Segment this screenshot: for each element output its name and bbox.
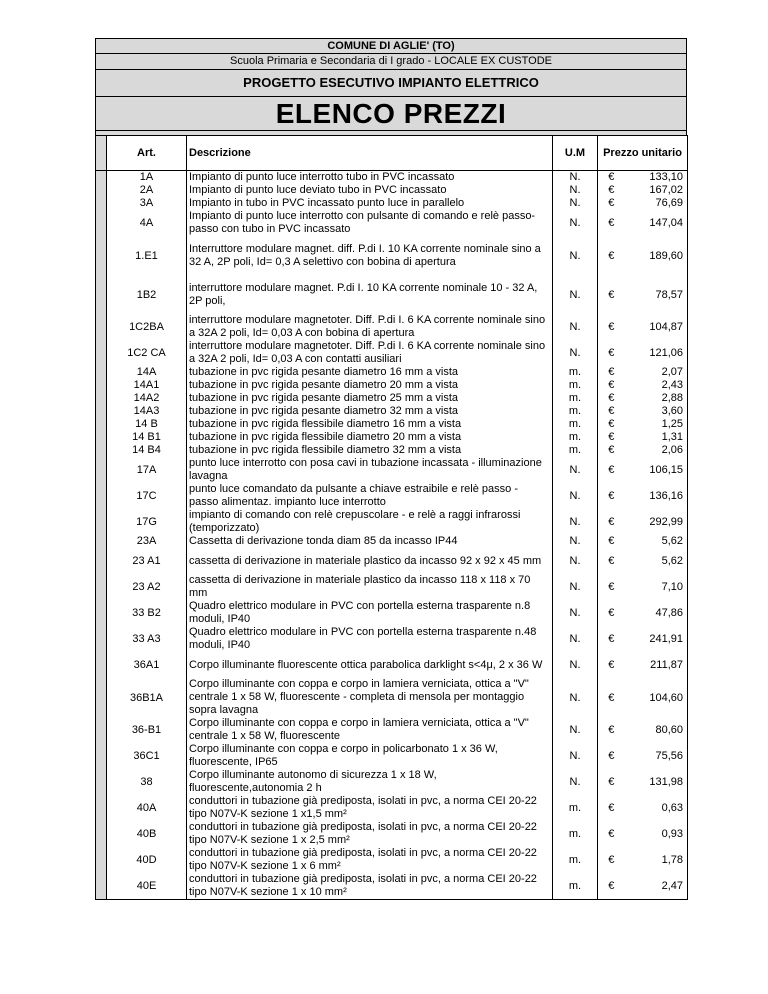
unit-price: 104,60: [625, 678, 688, 717]
description: interruttore modulare magnetoter. Diff. P.di I. 6 KA corrente nominale sino a 32A 2 poli, Id= 0,03 A con contatti ausiliari: [187, 340, 553, 366]
currency-symbol: €: [598, 197, 625, 210]
table-row: [96, 171, 688, 185]
article-code: 14A1: [107, 379, 187, 392]
table-row: [96, 535, 688, 548]
unit-price: 104,87: [625, 314, 688, 340]
price-table: [95, 135, 688, 900]
description: Impianto di punto luce deviato tubo in PVC incassato: [187, 184, 553, 197]
table-row: [96, 678, 688, 717]
unit-price: 2,06: [625, 444, 688, 457]
table-row: [96, 366, 688, 379]
row-margin: [96, 600, 107, 626]
unit-price: 1,78: [625, 847, 688, 873]
table-row: [96, 873, 688, 900]
unit-price: 167,02: [625, 184, 688, 197]
currency-symbol: €: [598, 535, 625, 548]
article-code: 14 B4: [107, 444, 187, 457]
currency-symbol: €: [598, 379, 625, 392]
article-code: 40A: [107, 795, 187, 821]
currency-symbol: €: [598, 548, 625, 574]
currency-symbol: €: [598, 600, 625, 626]
table-row: [96, 548, 688, 574]
unit-price: 80,60: [625, 717, 688, 743]
description: Interruttore modulare magnet. diff. P.di I. 10 KA corrente nominale sino a 32 A, 2P poli, Id= 0,3 A selettivo con bobina di apertura: [187, 236, 553, 275]
unit-of-measure: N.: [553, 652, 598, 678]
row-margin: [96, 340, 107, 366]
unit-price: 131,98: [625, 769, 688, 795]
article-code: 1C2 CA: [107, 340, 187, 366]
table-row: [96, 431, 688, 444]
table-row: [96, 275, 688, 314]
table-row: [96, 652, 688, 678]
page-title: ELENCO PREZZI: [96, 97, 686, 131]
currency-symbol: €: [598, 743, 625, 769]
row-margin: [96, 136, 107, 171]
table-row: [96, 405, 688, 418]
description: conduttori in tubazione già prediposta, isolati in pvc, a norma CEI 20-22 tipo N07V-K sezione 1 x 6 mm²: [187, 847, 553, 873]
unit-price: 0,93: [625, 821, 688, 847]
table-row: [96, 626, 688, 652]
table-row: [96, 210, 688, 236]
description: conduttori in tubazione già prediposta, isolati in pvc, a norma CEI 20-22 tipo N07V-K sezione 1 x 2,5 mm²: [187, 821, 553, 847]
unit-price: 2,47: [625, 873, 688, 900]
article-code: 23A: [107, 535, 187, 548]
description: Cassetta di derivazione tonda diam 85 da incasso IP44: [187, 535, 553, 548]
unit-of-measure: N.: [553, 457, 598, 483]
currency-symbol: €: [598, 314, 625, 340]
currency-symbol: €: [598, 236, 625, 275]
unit-price: 147,04: [625, 210, 688, 236]
table-row: [96, 483, 688, 509]
currency-symbol: €: [598, 821, 625, 847]
article-code: 17G: [107, 509, 187, 535]
article-code: 40E: [107, 873, 187, 900]
description: tubazione in pvc rigida pesante diametro 32 mm a vista: [187, 405, 553, 418]
row-margin: [96, 171, 107, 185]
row-margin: [96, 574, 107, 600]
column-header-prezzo: Prezzo unitario: [598, 136, 688, 171]
unit-of-measure: N.: [553, 275, 598, 314]
unit-price: 47,86: [625, 600, 688, 626]
unit-of-measure: N.: [553, 717, 598, 743]
article-code: 14 B: [107, 418, 187, 431]
currency-symbol: €: [598, 873, 625, 900]
table-row: [96, 457, 688, 483]
currency-symbol: €: [598, 652, 625, 678]
article-code: 3A: [107, 197, 187, 210]
description: Corpo illuminante autonomo di sicurezza 1 x 18 W, fluorescente,autonomia 2 h: [187, 769, 553, 795]
currency-symbol: €: [598, 678, 625, 717]
currency-symbol: €: [598, 340, 625, 366]
price-rows: [96, 171, 688, 900]
description: interruttore modulare magnet. P.di I. 10 KA corrente nominale 10 - 32 A, 2P poli,: [187, 275, 553, 314]
unit-of-measure: N.: [553, 548, 598, 574]
row-margin: [96, 314, 107, 340]
school-subtitle: Scuola Primaria e Secondaria di I grado - LOCALE EX CUSTODE: [96, 54, 686, 70]
row-margin: [96, 769, 107, 795]
description: tubazione in pvc rigida pesante diametro 25 mm a vista: [187, 392, 553, 405]
unit-price: 121,06: [625, 340, 688, 366]
row-margin: [96, 652, 107, 678]
currency-symbol: €: [598, 275, 625, 314]
unit-of-measure: m.: [553, 431, 598, 444]
unit-of-measure: m.: [553, 873, 598, 900]
row-margin: [96, 431, 107, 444]
unit-of-measure: N.: [553, 626, 598, 652]
article-code: 14A2: [107, 392, 187, 405]
unit-price: 133,10: [625, 171, 688, 185]
article-code: 14 B1: [107, 431, 187, 444]
description: tubazione in pvc rigida pesante diametro 20 mm a vista: [187, 379, 553, 392]
unit-price: 241,91: [625, 626, 688, 652]
row-margin: [96, 873, 107, 900]
unit-price: 3,60: [625, 405, 688, 418]
article-code: 4A: [107, 210, 187, 236]
description: interruttore modulare magnetoter. Diff. P.di I. 6 KA corrente nominale sino a 32A 2 poli, Id= 0,03 A con bobina di apertura: [187, 314, 553, 340]
unit-of-measure: N.: [553, 600, 598, 626]
table-row: [96, 847, 688, 873]
unit-of-measure: m.: [553, 418, 598, 431]
unit-of-measure: N.: [553, 340, 598, 366]
row-margin: [96, 678, 107, 717]
article-code: 36B1A: [107, 678, 187, 717]
unit-of-measure: m.: [553, 405, 598, 418]
project-title: PROGETTO ESECUTIVO IMPIANTO ELETTRICO: [96, 70, 686, 97]
unit-of-measure: m.: [553, 379, 598, 392]
unit-of-measure: N.: [553, 171, 598, 185]
unit-price: 1,25: [625, 418, 688, 431]
unit-of-measure: m.: [553, 392, 598, 405]
description: Quadro elettrico modulare in PVC con portella esterna trasparente n.48 moduli, IP40: [187, 626, 553, 652]
currency-symbol: €: [598, 847, 625, 873]
description: cassetta di derivazione in materiale plastico da incasso 92 x 92 x 45 mm: [187, 548, 553, 574]
row-margin: [96, 821, 107, 847]
unit-price: 2,07: [625, 366, 688, 379]
description: Corpo illuminante fluorescente ottica parabolica darklight s<4μ, 2 x 36 W: [187, 652, 553, 678]
currency-symbol: €: [598, 405, 625, 418]
row-margin: [96, 275, 107, 314]
article-code: 1A: [107, 171, 187, 185]
unit-of-measure: N.: [553, 574, 598, 600]
description: Corpo illuminante con coppa e corpo in policarbonato 1 x 36 W, fluorescente, IP65: [187, 743, 553, 769]
table-row: [96, 418, 688, 431]
row-margin: [96, 366, 107, 379]
currency-symbol: €: [598, 366, 625, 379]
article-code: 1C2BA: [107, 314, 187, 340]
unit-of-measure: m.: [553, 821, 598, 847]
table-row: [96, 444, 688, 457]
table-row: [96, 314, 688, 340]
table-row: [96, 392, 688, 405]
unit-price: 1,31: [625, 431, 688, 444]
unit-of-measure: m.: [553, 847, 598, 873]
unit-of-measure: N.: [553, 769, 598, 795]
table-row: [96, 184, 688, 197]
article-code: 17A: [107, 457, 187, 483]
row-margin: [96, 184, 107, 197]
row-margin: [96, 405, 107, 418]
article-code: 14A: [107, 366, 187, 379]
table-row: [96, 379, 688, 392]
row-margin: [96, 197, 107, 210]
column-header-descrizione: Descrizione: [187, 136, 553, 171]
unit-price: 189,60: [625, 236, 688, 275]
row-margin: [96, 418, 107, 431]
article-code: 1B2: [107, 275, 187, 314]
row-margin: [96, 444, 107, 457]
column-header-um: U.M: [553, 136, 598, 171]
row-margin: [96, 392, 107, 405]
unit-price: 7,10: [625, 574, 688, 600]
currency-symbol: €: [598, 574, 625, 600]
unit-price: 136,16: [625, 483, 688, 509]
article-code: 38: [107, 769, 187, 795]
table-row: [96, 769, 688, 795]
description: Corpo illuminante con coppa e corpo in lamiera verniciata, ottica a "V" centrale 1 x 58 W, fluorescente: [187, 717, 553, 743]
description: tubazione in pvc rigida flessibile diametro 20 mm a vista: [187, 431, 553, 444]
description: cassetta di derivazione in materiale plastico da incasso 118 x 118 x 70 mm: [187, 574, 553, 600]
article-code: 36C1: [107, 743, 187, 769]
document-header: [95, 38, 687, 131]
unit-of-measure: N.: [553, 743, 598, 769]
unit-of-measure: N.: [553, 535, 598, 548]
currency-symbol: €: [598, 483, 625, 509]
description: tubazione in pvc rigida pesante diametro 16 mm a vista: [187, 366, 553, 379]
row-margin: [96, 210, 107, 236]
unit-price: 292,99: [625, 509, 688, 535]
article-code: 33 A3: [107, 626, 187, 652]
currency-symbol: €: [598, 457, 625, 483]
table-row: [96, 717, 688, 743]
description: Corpo illuminante con coppa e corpo in lamiera verniciata, ottica a "V" centrale 1 x 58 W, fluorescente - completa di mensola per montaggio sopra lavagna: [187, 678, 553, 717]
unit-of-measure: m.: [553, 366, 598, 379]
table-header-row: [96, 136, 688, 171]
table-row: [96, 795, 688, 821]
article-code: 40D: [107, 847, 187, 873]
currency-symbol: €: [598, 431, 625, 444]
unit-of-measure: m.: [553, 444, 598, 457]
description: punto luce comandato da pulsante a chiave estraibile e relè passo - passo alimentaz. impianto luce interrotto: [187, 483, 553, 509]
description: conduttori in tubazione già prediposta, isolati in pvc, a norma CEI 20-22 tipo N07V-K sezione 1 x 10 mm²: [187, 873, 553, 900]
row-margin: [96, 379, 107, 392]
unit-price: 0,63: [625, 795, 688, 821]
row-margin: [96, 483, 107, 509]
unit-price: 2,88: [625, 392, 688, 405]
currency-symbol: €: [598, 184, 625, 197]
currency-symbol: €: [598, 795, 625, 821]
unit-of-measure: N.: [553, 509, 598, 535]
description: Impianto di punto luce interrotto tubo in PVC incassato: [187, 171, 553, 185]
municipality-title: COMUNE DI AGLIE' (TO): [96, 39, 686, 54]
description: Quadro elettrico modulare in PVC con portella esterna trasparente n.8 moduli, IP40: [187, 600, 553, 626]
row-margin: [96, 743, 107, 769]
table-row: [96, 821, 688, 847]
price-list-sheet: [95, 38, 687, 900]
unit-price: 211,87: [625, 652, 688, 678]
article-code: 36A1: [107, 652, 187, 678]
currency-symbol: €: [598, 210, 625, 236]
article-code: 36-B1: [107, 717, 187, 743]
table-row: [96, 197, 688, 210]
currency-symbol: €: [598, 418, 625, 431]
article-code: 33 B2: [107, 600, 187, 626]
description: Impianto in tubo in PVC incassato punto luce in parallelo: [187, 197, 553, 210]
unit-price: 76,69: [625, 197, 688, 210]
description: tubazione in pvc rigida flessibile diametro 32 mm a vista: [187, 444, 553, 457]
table-row: [96, 509, 688, 535]
table-row: [96, 600, 688, 626]
article-code: 14A3: [107, 405, 187, 418]
article-code: 40B: [107, 821, 187, 847]
unit-of-measure: N.: [553, 483, 598, 509]
article-code: 1.E1: [107, 236, 187, 275]
unit-of-measure: m.: [553, 795, 598, 821]
row-margin: [96, 795, 107, 821]
currency-symbol: €: [598, 392, 625, 405]
table-row: [96, 743, 688, 769]
row-margin: [96, 535, 107, 548]
article-code: 2A: [107, 184, 187, 197]
unit-of-measure: N.: [553, 184, 598, 197]
row-margin: [96, 236, 107, 275]
unit-price: 75,56: [625, 743, 688, 769]
table-row: [96, 236, 688, 275]
description: tubazione in pvc rigida flessibile diametro 16 mm a vista: [187, 418, 553, 431]
row-margin: [96, 509, 107, 535]
currency-symbol: €: [598, 444, 625, 457]
row-margin: [96, 457, 107, 483]
unit-of-measure: N.: [553, 314, 598, 340]
table-row: [96, 340, 688, 366]
article-code: 17C: [107, 483, 187, 509]
article-code: 23 A1: [107, 548, 187, 574]
currency-symbol: €: [598, 626, 625, 652]
unit-price: 5,62: [625, 535, 688, 548]
description: Impianto di punto luce interrotto con pulsante di comando e relè passo-passo con tubo in PVC incassato: [187, 210, 553, 236]
row-margin: [96, 847, 107, 873]
currency-symbol: €: [598, 171, 625, 185]
currency-symbol: €: [598, 717, 625, 743]
column-header-art: Art.: [107, 136, 187, 171]
unit-price: 78,57: [625, 275, 688, 314]
currency-symbol: €: [598, 509, 625, 535]
unit-of-measure: N.: [553, 236, 598, 275]
row-margin: [96, 717, 107, 743]
unit-price: 106,15: [625, 457, 688, 483]
table-row: [96, 574, 688, 600]
unit-of-measure: N.: [553, 197, 598, 210]
description: conduttori in tubazione già prediposta, isolati in pvc, a norma CEI 20-22 tipo N07V-K sezione 1 x1,5 mm²: [187, 795, 553, 821]
row-margin: [96, 548, 107, 574]
unit-of-measure: N.: [553, 210, 598, 236]
article-code: 23 A2: [107, 574, 187, 600]
row-margin: [96, 626, 107, 652]
unit-price: 2,43: [625, 379, 688, 392]
description: impianto di comando con relè crepuscolare - e relè a raggi infrarossi (temporizzato): [187, 509, 553, 535]
unit-of-measure: N.: [553, 678, 598, 717]
unit-price: 5,62: [625, 548, 688, 574]
currency-symbol: €: [598, 769, 625, 795]
description: punto luce interrotto con posa cavi in tubazione incassata - illuminazione lavagna: [187, 457, 553, 483]
